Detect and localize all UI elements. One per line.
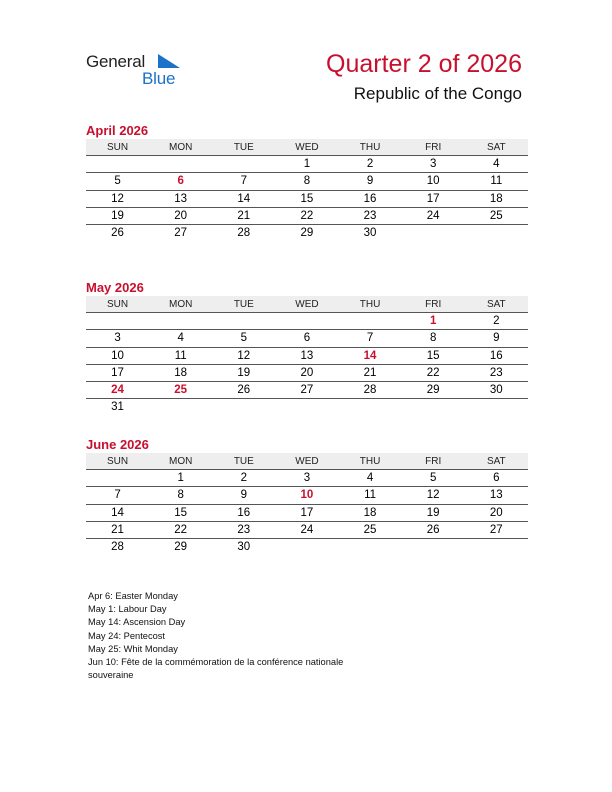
day-cell bbox=[402, 399, 465, 416]
week-row bbox=[86, 365, 528, 382]
day-cell: 25 bbox=[489, 209, 503, 222]
holiday-day-cell: 6 bbox=[177, 175, 184, 188]
week-row bbox=[86, 348, 528, 365]
month-title: April 2026 bbox=[86, 123, 149, 138]
day-cell: 17 bbox=[300, 506, 314, 519]
week-row bbox=[86, 330, 528, 347]
day-cell bbox=[212, 156, 275, 172]
weekday-label: SAT bbox=[486, 456, 506, 467]
week-row bbox=[86, 399, 528, 416]
day-cell bbox=[339, 399, 402, 416]
day-cell: 16 bbox=[489, 349, 503, 362]
week-row bbox=[86, 191, 528, 208]
weekday-label: MON bbox=[169, 142, 193, 153]
day-cell: 7 bbox=[366, 332, 374, 345]
day-cell: 20 bbox=[300, 366, 314, 379]
day-cell: 10 bbox=[111, 349, 124, 362]
day-cell: 1 bbox=[303, 158, 311, 170]
day-cell: 10 bbox=[426, 175, 440, 188]
weekday-label: SAT bbox=[486, 142, 506, 153]
logo-word-general: General bbox=[86, 52, 146, 71]
day-cell: 24 bbox=[426, 209, 440, 222]
weekday-label: SUN bbox=[107, 299, 129, 310]
holiday-note: Apr 6: Easter Monday bbox=[88, 591, 178, 601]
day-cell: 6 bbox=[493, 472, 500, 484]
day-cell: 8 bbox=[429, 332, 437, 345]
day-cell: 18 bbox=[363, 506, 377, 519]
day-cell: 22 bbox=[300, 209, 314, 222]
weekday-label: WED bbox=[295, 299, 319, 310]
day-cell: 21 bbox=[111, 523, 124, 536]
day-cell: 2 bbox=[493, 315, 500, 327]
weekday-label: FRI bbox=[425, 456, 442, 467]
holiday-note: Jun 10: Fête de la commémoration de la conférence nationale souveraine bbox=[88, 657, 344, 681]
weekday-label: FRI bbox=[425, 299, 442, 310]
holiday-day-cell: 24 bbox=[111, 384, 124, 397]
day-cell: 27 bbox=[174, 227, 188, 240]
day-cell: 24 bbox=[300, 523, 314, 536]
weekday-label: FRI bbox=[425, 142, 442, 153]
day-cell: 11 bbox=[364, 489, 377, 502]
month-may bbox=[86, 279, 528, 417]
day-cell: 19 bbox=[426, 506, 440, 519]
holiday-note: May 14: Ascension Day bbox=[88, 617, 186, 628]
day-cell: 28 bbox=[237, 227, 251, 240]
weekday-label: THU bbox=[359, 299, 381, 310]
holiday-note: May 1: Labour Day bbox=[88, 604, 167, 615]
day-cell bbox=[275, 539, 338, 556]
country-subtitle: Republic of the Congo bbox=[353, 84, 522, 103]
day-cell: 5 bbox=[429, 472, 437, 484]
weekday-label: MON bbox=[169, 299, 193, 310]
day-cell: 30 bbox=[363, 227, 377, 240]
day-cell: 31 bbox=[111, 401, 124, 414]
day-cell: 3 bbox=[303, 472, 311, 484]
logo-triangle-icon bbox=[158, 54, 180, 68]
week-row bbox=[86, 505, 528, 522]
day-cell bbox=[402, 225, 465, 242]
day-cell: 26 bbox=[426, 523, 440, 536]
day-cell bbox=[339, 313, 402, 329]
day-cell: 5 bbox=[240, 332, 248, 345]
day-cell bbox=[212, 399, 275, 416]
day-cell: 12 bbox=[426, 489, 440, 502]
day-cell: 14 bbox=[237, 192, 251, 205]
month-title: May 2026 bbox=[86, 280, 144, 295]
day-cell bbox=[275, 399, 338, 416]
day-cell: 18 bbox=[174, 366, 188, 379]
generalblue-logo bbox=[86, 50, 196, 90]
day-cell: 29 bbox=[300, 227, 314, 240]
day-cell: 4 bbox=[177, 332, 184, 345]
day-cell: 11 bbox=[174, 349, 187, 362]
day-cell: 3 bbox=[114, 332, 121, 345]
day-cell: 1 bbox=[177, 472, 184, 484]
day-cell: 13 bbox=[300, 349, 314, 362]
weekday-header-row bbox=[86, 296, 528, 313]
day-cell bbox=[86, 156, 149, 172]
day-cell: 22 bbox=[426, 366, 440, 379]
holiday-day-cell: 25 bbox=[174, 384, 188, 397]
week-row bbox=[86, 173, 528, 190]
day-cell: 15 bbox=[426, 349, 440, 362]
day-cell: 29 bbox=[174, 541, 188, 554]
day-cell bbox=[465, 225, 528, 242]
month-june bbox=[86, 436, 528, 556]
day-cell: 21 bbox=[237, 209, 251, 222]
holiday-note: May 25: Whit Monday bbox=[88, 643, 178, 654]
month-april bbox=[86, 122, 528, 242]
day-cell: 20 bbox=[174, 209, 188, 222]
day-cell: 30 bbox=[237, 541, 251, 554]
day-cell: 9 bbox=[240, 489, 248, 502]
day-cell: 8 bbox=[177, 489, 184, 502]
day-cell: 30 bbox=[489, 384, 503, 397]
week-row bbox=[86, 487, 528, 504]
day-cell: 22 bbox=[174, 523, 188, 536]
holiday-day-cell: 1 bbox=[429, 315, 437, 327]
holiday-note: May 24: Pentecost bbox=[88, 630, 165, 641]
weekday-label: THU bbox=[359, 456, 381, 467]
day-cell: 19 bbox=[111, 209, 124, 222]
day-cell bbox=[86, 470, 149, 486]
day-cell bbox=[339, 539, 402, 556]
weekday-header-row bbox=[86, 453, 528, 470]
day-cell: 23 bbox=[237, 523, 251, 536]
holiday-day-cell: 10 bbox=[300, 489, 314, 502]
weekday-label: WED bbox=[295, 456, 319, 467]
day-cell bbox=[465, 539, 528, 556]
page-title: Quarter 2 of 2026 bbox=[326, 50, 522, 78]
day-cell: 6 bbox=[303, 332, 311, 345]
logo-word-blue: Blue bbox=[142, 69, 176, 88]
day-cell: 7 bbox=[240, 175, 248, 188]
day-cell: 21 bbox=[363, 366, 377, 379]
weekday-label: SUN bbox=[107, 456, 129, 467]
day-cell: 15 bbox=[174, 506, 188, 519]
day-cell: 4 bbox=[493, 158, 500, 170]
day-cell: 23 bbox=[489, 366, 503, 379]
day-cell: 4 bbox=[366, 472, 374, 484]
weekday-label: SUN bbox=[107, 142, 129, 153]
day-cell: 8 bbox=[303, 175, 311, 188]
day-cell: 17 bbox=[426, 192, 440, 205]
day-cell: 2 bbox=[240, 472, 248, 484]
holiday-day-cell: 14 bbox=[363, 349, 377, 362]
day-cell: 17 bbox=[111, 366, 124, 379]
day-cell bbox=[86, 313, 149, 329]
weekday-header-row bbox=[86, 139, 528, 156]
week-row bbox=[86, 522, 528, 539]
day-cell: 9 bbox=[493, 332, 500, 345]
day-cell: 26 bbox=[111, 227, 124, 240]
day-cell: 27 bbox=[300, 384, 314, 397]
holiday-notes bbox=[88, 590, 388, 682]
week-row bbox=[86, 156, 528, 173]
day-cell: 5 bbox=[114, 175, 121, 188]
day-cell bbox=[275, 313, 338, 329]
day-cell: 13 bbox=[174, 192, 188, 205]
day-cell bbox=[149, 313, 212, 329]
day-cell: 18 bbox=[489, 192, 503, 205]
week-row bbox=[86, 539, 528, 556]
week-row bbox=[86, 225, 528, 242]
day-cell: 14 bbox=[111, 506, 124, 519]
week-row bbox=[86, 470, 528, 487]
day-cell: 12 bbox=[111, 192, 124, 205]
day-cell: 3 bbox=[429, 158, 437, 170]
calendar-grid bbox=[86, 453, 528, 556]
day-cell: 12 bbox=[237, 349, 251, 362]
calendar-grid bbox=[86, 139, 528, 242]
day-cell bbox=[212, 313, 275, 329]
day-cell: 25 bbox=[363, 523, 377, 536]
day-cell bbox=[402, 539, 465, 556]
day-cell: 27 bbox=[489, 523, 503, 536]
day-cell: 19 bbox=[237, 366, 251, 379]
weekday-label: TUE bbox=[233, 299, 254, 310]
day-cell: 29 bbox=[426, 384, 440, 397]
weekday-label: WED bbox=[295, 142, 319, 153]
week-row bbox=[86, 313, 528, 330]
day-cell bbox=[465, 399, 528, 416]
weekday-label: TUE bbox=[233, 456, 254, 467]
day-cell: 28 bbox=[111, 541, 124, 554]
weekday-label: THU bbox=[359, 142, 381, 153]
day-cell: 16 bbox=[363, 192, 377, 205]
day-cell: 7 bbox=[114, 489, 121, 502]
month-title: June 2026 bbox=[86, 437, 149, 452]
day-cell: 9 bbox=[366, 175, 374, 188]
day-cell: 20 bbox=[489, 506, 503, 519]
day-cell bbox=[149, 156, 212, 172]
day-cell: 13 bbox=[489, 489, 503, 502]
day-cell: 23 bbox=[363, 209, 377, 222]
day-cell: 15 bbox=[300, 192, 314, 205]
day-cell: 26 bbox=[237, 384, 251, 397]
day-cell: 16 bbox=[237, 506, 251, 519]
week-row bbox=[86, 382, 528, 399]
day-cell: 28 bbox=[363, 384, 377, 397]
week-row bbox=[86, 208, 528, 225]
weekday-label: SAT bbox=[486, 299, 506, 310]
weekday-label: TUE bbox=[233, 142, 254, 153]
calendar-grid bbox=[86, 296, 528, 417]
day-cell bbox=[149, 399, 212, 416]
day-cell: 11 bbox=[490, 175, 503, 188]
weekday-label: MON bbox=[169, 456, 193, 467]
day-cell: 2 bbox=[366, 158, 374, 170]
